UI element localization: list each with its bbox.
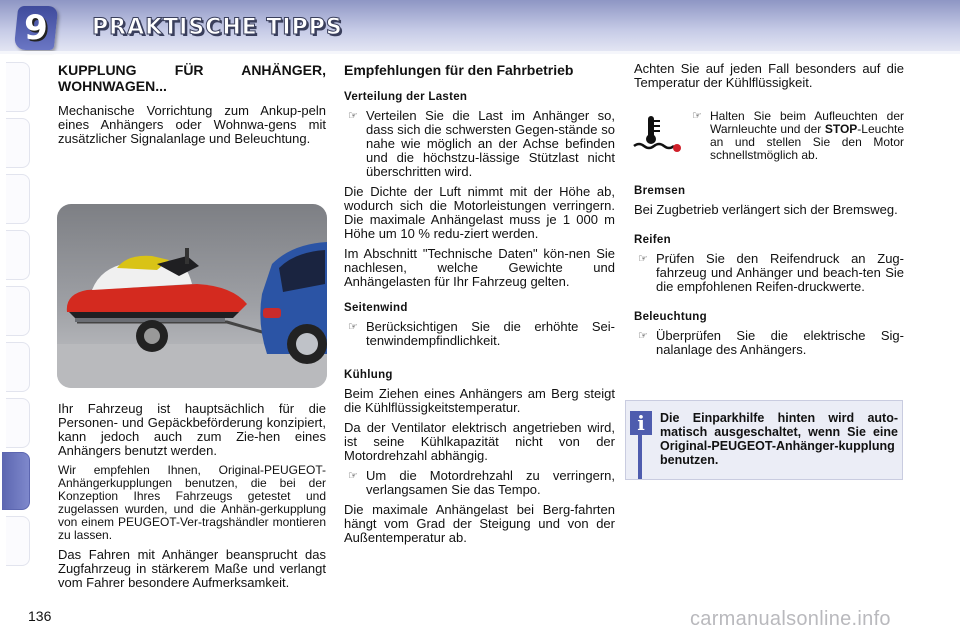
stop-label: STOP	[824, 122, 858, 136]
subsection-title-crosswind: Seitenwind	[344, 302, 408, 314]
towbar-intro: Mechanische Vorrichtung zum Ankup-peln eines Anhängers oder Wohnwa-gens mit zusätzlicher Signalanlage und Beleuchtung.	[58, 103, 326, 146]
pointing-hand-icon: ☞	[348, 110, 358, 122]
left-column-top	[58, 62, 326, 152]
subsection-title-load-distribution: Verteilung der Lasten	[344, 91, 468, 103]
warning-light-note	[688, 110, 904, 168]
pointing-hand-icon: ☞	[638, 330, 648, 342]
watermark: carmanualsonline.info	[690, 608, 891, 630]
chapter-tab[interactable]	[6, 286, 30, 336]
chapter-tab-active[interactable]	[2, 452, 30, 510]
cooling-bullet	[344, 469, 615, 497]
middle-column	[344, 62, 615, 551]
subsection-title-brakes: Bremsen	[634, 185, 686, 197]
pointing-hand-icon: ☞	[348, 321, 358, 333]
bullet-text: Berücksichtigen Sie die erhöhte Sei-tenwindempfindlichkeit.	[366, 319, 615, 348]
coolant-temperature-icon	[632, 114, 682, 154]
bullet-text: Verteilen Sie die Last im Anhänger so, dass sich die schwersten Gegen-stände so nahe wie möglich an der Achse befinden und die höchstzu-lässige Stützlast nicht überschritten wird.	[366, 108, 615, 179]
chapter-tab[interactable]	[6, 398, 30, 448]
subsection-title-cooling: Kühlung	[344, 369, 393, 381]
section-title-driving-recommendations: Empfehlungen für den Fahrbetrieb	[344, 62, 574, 78]
subsection-title-lighting: Beleuchtung	[634, 311, 707, 323]
bullet-text: Um die Motordrehzahl zu verringern, verlangsamen Sie das Tempo.	[366, 468, 615, 497]
info-text: Die Einparkhilfe hinten wird auto-matisch ausgeschaltet, wenn Sie eine Original-PEUGEOT-Anhänger-kupplung benutzen.	[660, 411, 898, 467]
bullet-text: Prüfen Sie den Reifendruck an Zug-fahrzeug und Anhänger und beach-ten Sie die empfohlenen Reifen-druckwerte.	[656, 251, 904, 294]
cooling-text-3: Die maximale Anhängelast bei Berg-fahrten hängt vom Grad der Steigung und von der Außentemperatur ab.	[344, 502, 615, 545]
towing-usage-text: Ihr Fahrzeug ist hauptsächlich für die Personen- und Gepäckbeförderung konzipiert, kann jedoch auch zum Zie-hen eines Anhängers benutzt werden.	[58, 401, 326, 458]
brakes-text: Bei Zugbetrieb verlängert sich der Bremsweg.	[634, 202, 898, 217]
chapter-tab[interactable]	[6, 342, 30, 392]
chapter-number: 9	[24, 8, 48, 48]
trailer-illustration	[57, 204, 327, 388]
crosswind-bullet	[344, 320, 615, 348]
warning-bullet	[688, 110, 904, 162]
chapter-tab[interactable]	[6, 516, 30, 566]
section-title-towbar: KUPPLUNG FÜR ANHÄNGER, WOHNWAGEN...	[58, 62, 326, 94]
pointing-hand-icon: ☞	[692, 110, 702, 122]
coolant-temperature-text: Achten Sie auf jeden Fall besonders auf die Temperatur der Kühlflüssigkeit.	[634, 61, 904, 90]
right-column-sections	[634, 172, 904, 363]
subsection-title-tyres: Reifen	[634, 234, 671, 246]
left-column-bottom	[58, 402, 326, 596]
warning-text	[710, 110, 904, 162]
load-distribution-bullet	[344, 109, 615, 179]
page-title: PRAKTISCHE TIPPS	[92, 15, 343, 40]
page-number: 136	[28, 608, 52, 624]
right-column	[634, 62, 904, 96]
cooling-text-1: Beim Ziehen eines Anhängers am Berg steigt die Kühlflüssigkeitstemperatur.	[344, 386, 615, 415]
towing-attention-text: Das Fahren mit Anhänger beansprucht das Zugfahrzeug in stärkerem Maße und verlangt vom Fahrer besondere Aufmerksamkeit.	[58, 547, 326, 590]
chapter-header	[0, 0, 960, 54]
warning-text-pre: Halten Sie beim Aufleuchten der Warnleuchte und der	[710, 109, 904, 136]
lighting-bullet	[634, 329, 904, 357]
jetski-trailer-illustration	[57, 204, 327, 388]
chapter-tab[interactable]	[6, 230, 30, 280]
info-icon: i	[630, 411, 652, 435]
info-box	[625, 400, 903, 480]
info-bar	[638, 435, 642, 479]
tyres-bullet	[634, 252, 904, 294]
technical-data-text: Im Abschnitt "Technische Daten" kön-nen Sie nachlesen, welche Gewichte und Anhängelasten für Ihr Fahrzeug gelten.	[344, 246, 615, 289]
chapter-tabs	[0, 62, 30, 582]
warning-text-post: -Leuchte an und stellen Sie den Motor schnellstmöglich ab.	[710, 122, 904, 162]
altitude-text: Die Dichte der Luft nimmt mit der Höhe ab, wodurch sich die Motorleistungen verringern. Die maximale Anhängelast muss je 1 000 m Höhe um 10 % redu-ziert werden.	[344, 184, 615, 241]
pointing-hand-icon: ☞	[638, 253, 648, 265]
bullet-text: Überprüfen Sie die elektrische Sig-nalanlage des Anhängers.	[656, 328, 904, 357]
towbar-recommendation-text: Wir empfehlen Ihnen, Original-PEUGEOT-Anhängerkupplungen benutzen, die bei der Konzeption Ihres Fahrzeugs getestet und zugelassen wurden, und die Anhän-gerkupplung von einem PEUGEOT-Ver-tragshändler montieren zu lassen.	[58, 463, 326, 542]
chapter-tab[interactable]	[6, 174, 30, 224]
chapter-badge	[14, 6, 59, 50]
chapter-tab[interactable]	[6, 118, 30, 168]
chapter-tab[interactable]	[6, 62, 30, 112]
pointing-hand-icon: ☞	[348, 470, 358, 482]
cooling-text-2: Da der Ventilator elektrisch angetrieben wird, ist seine Kühlkapazität nicht von der Motordrehzahl abhängig.	[344, 420, 615, 463]
